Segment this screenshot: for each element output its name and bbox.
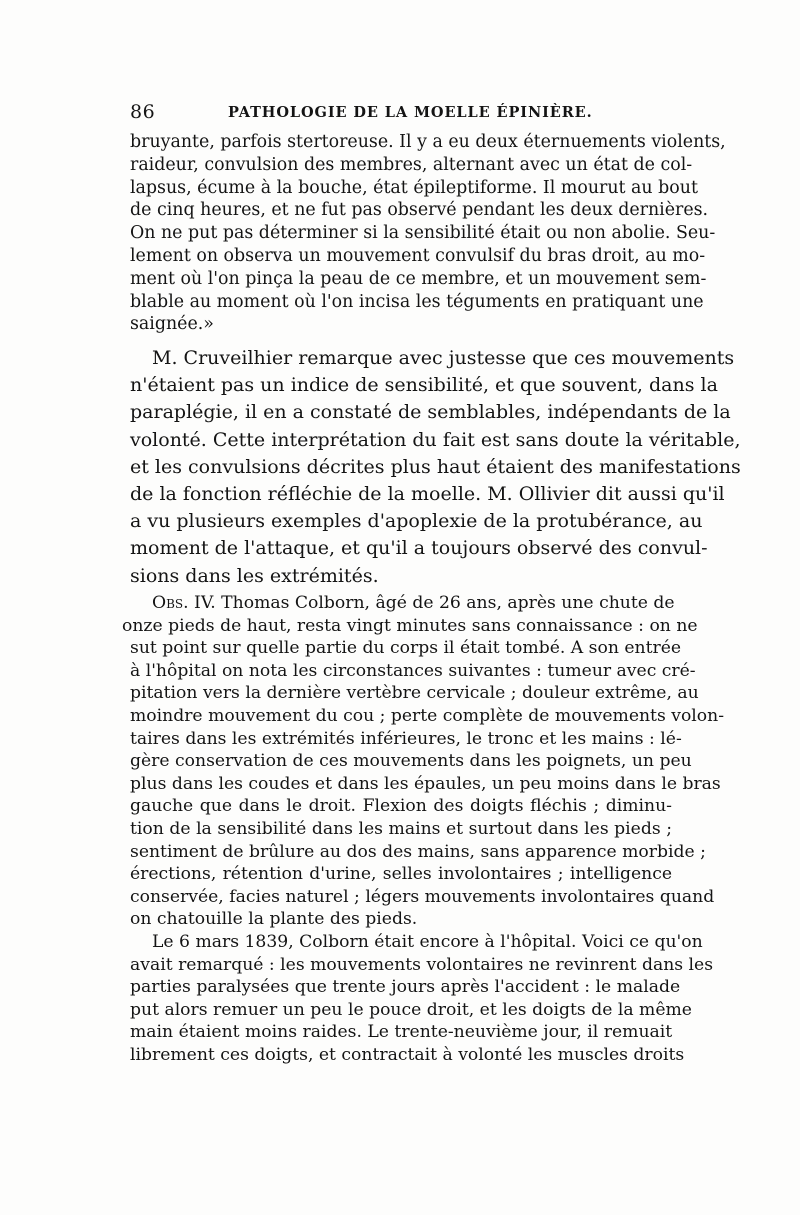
text-line: On ne put pas déterminer si la sensibilité était ou non abolie. Seu- [130,223,716,244]
text-line: avait remarqué : les mouvements volontaires ne revinrent dans les [130,954,714,975]
observation-iv [122,592,725,1066]
observation-label: Obs. IV. [152,593,216,613]
text-line: onze pieds de haut, resta vingt minutes sans connaissance : on ne [122,615,698,636]
text-line: lapsus, écume à la bouche, état épileptiforme. Il mourut au bout [130,177,698,198]
running-header [130,101,672,125]
text-line: pitation vers la dernière vertèbre cervicale ; douleur extrême, au [130,683,699,704]
running-title: PATHOLOGIE DE LA MOELLE ÉPINIÈRE. [228,104,593,121]
text-line [130,592,675,615]
text-line: sentiment de brûlure au dos des mains, sans apparence morbide ; [130,841,706,862]
text-line: sions dans les extrémités. [130,564,379,587]
text-line: librement ces doigts, et contractait à volonté les muscles droits [130,1044,685,1065]
text-line: put alors remuer un peu le pouce droit, et les doigts de la même [130,999,692,1020]
page-number: 86 [130,101,156,123]
text-line: moindre mouvement du cou ; perte complète de mouvements volon- [130,705,725,726]
text-line: paraplégie, il en a constaté de semblables, indépendants de la [130,401,731,424]
text-line: érections, rétention d'urine, selles involontaires ; intelligence [130,864,672,885]
paragraph-quote-end [130,131,726,336]
text-line: taires dans les extrémités inférieures, le tronc et les mains : lé- [130,728,682,749]
observation-first-line: Thomas Colborn, âgé de 26 ans, après une chute de [215,593,675,613]
text-line: main étaient moins raides. Le trente-neuvième jour, il remuait [130,1022,673,1043]
text-line: M. Cruveilhier remarque avec justesse que ces mouvements [152,347,735,369]
text-line: parties paralysées que trente jours après l'accident : le malade [130,977,681,998]
text-line: gauche que dans le droit. Flexion des doigts fléchis ; diminu- [130,796,672,817]
text-line: on chatouille la plante des pieds. [130,909,418,930]
text-line: conservée, facies naturel ; légers mouvements involontaires quand [130,886,715,907]
text-line: à l'hôpital on nota les circonstances suivantes : tumeur avec cré- [130,660,696,681]
text-line: de cinq heures, et ne fut pas observé pendant les deux dernières. [130,200,709,221]
text-line: bruyante, parfois stertoreuse. Il y a eu deux éternuements violents, [130,132,726,152]
text-line: n'étaient pas un indice de sensibilité, et que souvent, dans la [130,374,718,397]
text-line: moment de l'attaque, et qu'il a toujours observé des convul- [130,537,708,560]
text-line: raideur, convulsion des membres, alternant avec un état de col- [130,154,693,175]
text-line: gère conservation de ces mouvements dans les poignets, un peu [130,751,692,772]
text-line: et les convulsions décrites plus haut étaient des manifestations [130,455,741,478]
text-line: a vu plusieurs exemples d'apoplexie de la protubérance, au [130,510,703,533]
text-line: Le 6 mars 1839, Colborn était encore à l'hôpital. Voici ce qu'on [152,931,703,952]
paragraph-cruveilhier [130,345,741,590]
text-line: tion de la sensibilité dans les mains et surtout dans les pieds ; [130,818,672,839]
text-line: volonté. Cette interprétation du fait est sans doute la véritable, [130,428,741,451]
text-line: plus dans les coudes et dans les épaules, un peu moins dans le bras [130,773,721,794]
text-line: blable au moment où l'on incisa les téguments en pratiquant une [130,291,704,312]
text-line: de la fonction réfléchie de la moelle. M. Ollivier dit aussi qu'il [130,482,725,505]
text-line: saignée.» [130,314,214,335]
text-line: lement on observa un mouvement convulsif du bras droit, au mo- [130,245,706,266]
text-line: ment où l'on pinça la peau de ce membre, et un mouvement sem- [130,268,707,289]
text-line: sut point sur quelle partie du corps il était tombé. A son entrée [130,638,682,659]
